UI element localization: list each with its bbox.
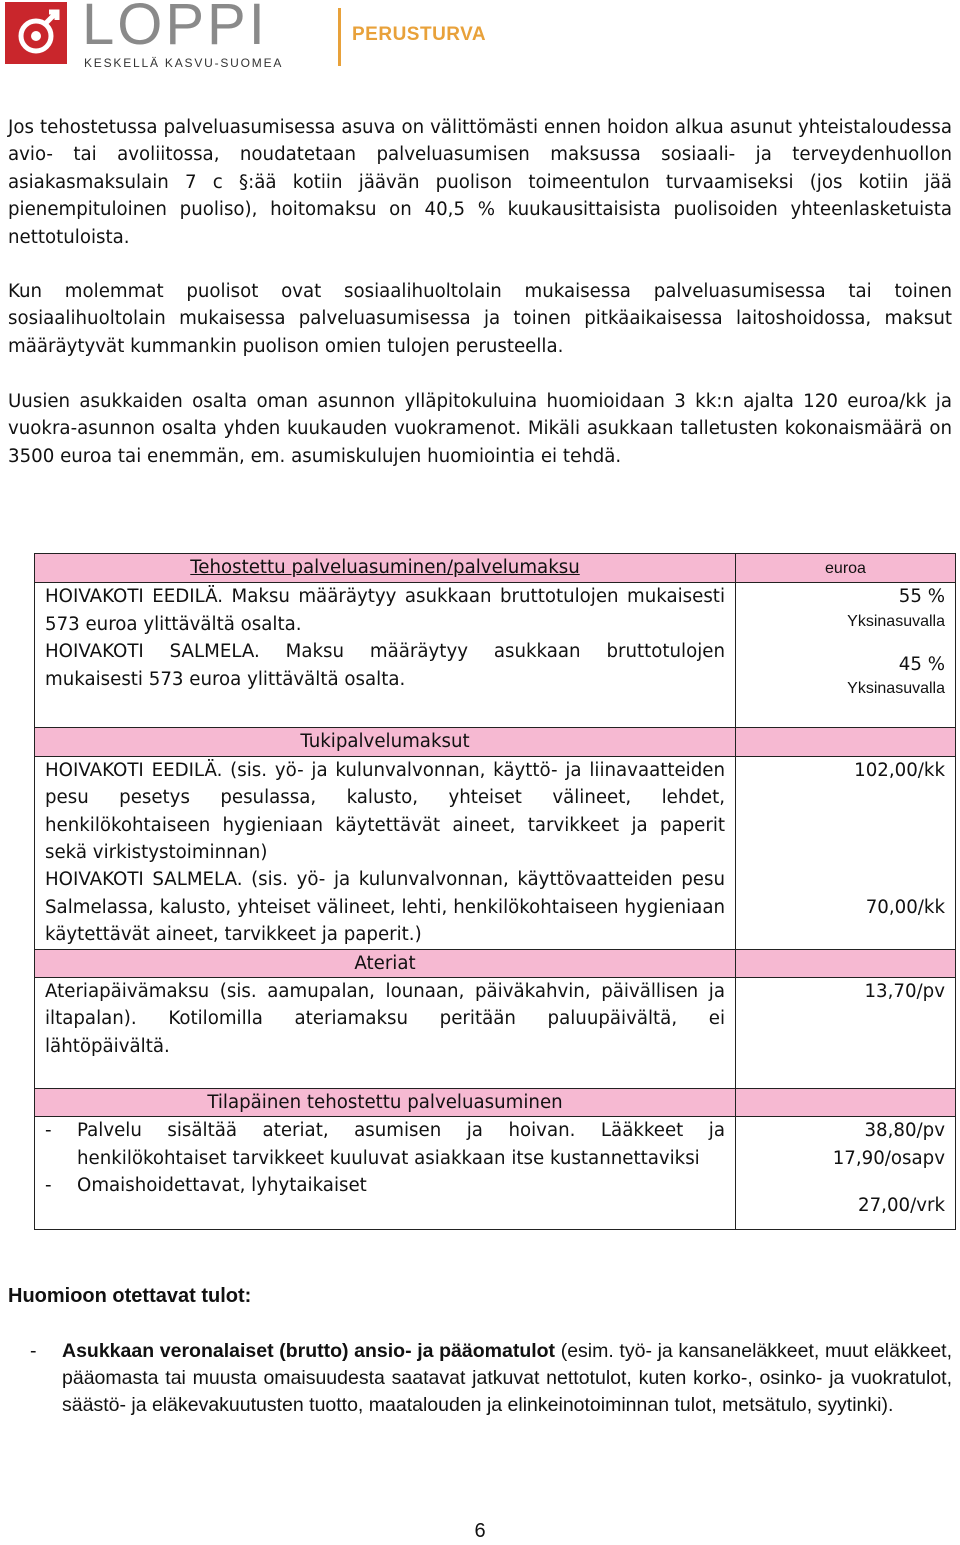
row-text: HOIVAKOTI SALMELA. Maksu määräytyy asukkaan bruttotulojen mukaisesti 573 euroa ylittävältä osalta. [45,641,725,690]
header-divider [338,8,341,66]
table-row [35,1117,956,1230]
section-title: PERUSTURVA [352,24,487,45]
logo-title: LOPPI [82,0,268,57]
fee-value: 17,90/osapv [832,1147,945,1169]
table-header-row [35,949,956,977]
section-heading: Tukipalvelumaksut [300,731,470,753]
income-bullet-text: (esim. työ- ja kansaneläkkeet, muut eläkkeet, pääomasta tai muusta omaisuudesta saatavat jatkuvat nettotulot, kuten korko-, osinko- ja vuokratulot, säästö- ja eläkevakuutusten tuotto, maatalouden ja elinkeinotoiminnan tulot, metsätulo, syytinki). [62,1340,952,1416]
section-heading: Tehostettu palveluasuminen/palvelumaksu [190,557,580,578]
table-row [35,756,956,949]
income-heading: Huomioon otettavat tulot: [8,1285,252,1307]
fee-value: 45 % [898,653,945,675]
fee-value: 55 % [898,586,945,608]
table-header-row [35,554,956,583]
fee-value: 102,00/kk [854,759,945,781]
income-bullet: - Asukkaan veronalaiset (brutto) ansio- ja pääomatulot (esim. työ- ja kansaneläkkeet, muut eläkkeet, pääomasta tai muusta omaisuudesta saatavat jatkuvat nettotulot, kuten korko-, osinko- ja vuokratulot, säästö- ja eläkevakuutusten tuotto, maatalouden ja elinkeinotoiminnan tulot, metsätulo, syytinki). [30,1340,952,1416]
logo-subtitle: KESKELLÄ KASVU-SUOMEA [84,56,284,70]
table-header-row [35,728,956,756]
row-text: HOIVAKOTI EEDILÄ. Maksu määräytyy asukkaan bruttotulojen mukaisesti 573 euroa ylittävältä osalta. [45,586,725,635]
fee-note: Yksinasuvalla [847,612,945,630]
fee-value: 38,80/pv [864,1120,945,1142]
income-bullet-bold: Asukkaan veronalaiset (brutto) ansio- ja pääomatulot [62,1340,556,1362]
table-header-row [35,1089,956,1117]
service-list [45,1117,725,1199]
row-text: HOIVAKOTI EEDILÄ. (sis. yö- ja kulunvalvonnan, käyttö- ja liinavaatteiden pesu pesetys pesulassa, kalusto, yhteiset välineet, lehdet, henkilökohtaiseen hygieniaan käytettävät aineet, tarvikkeet ja paperit sekä virkistystoiminnan) [45,759,725,864]
paragraph-spouse-fee: Jos tehostetussa palveluasumisessa asuva on välittömästi ennen hoidon alkua asunut yhteistaloudessa avio- tai avoliitossa, noudatetaan palveluasumisen maksussa sosiaali- ja terveydenhuollon asiakasmaksulain 7 c §:ää kotiin jäävän puolison toimeentulon turvaamiseksi (jos kotiin jää pienempituloinen puoliso), hoitomaksu on 40,5 % kuukausittaisista puolisoiden yhteenlasketuista nettotuloista. [8,117,952,248]
fee-value: 27,00/vrk [858,1195,945,1217]
fee-value: 70,00/kk [865,897,945,919]
fee-table [34,553,956,1230]
list-item: - Palvelu sisältää ateriat, asumisen ja hoivan. Lääkkeet ja henkilökohtaiset tarvikkeet kuuluvat asiakkaan itse kustannettaviksi [45,1117,725,1172]
section-heading: Ateriat [354,952,416,974]
table-row [35,583,956,728]
fee-value: 13,70/pv [864,981,945,1003]
fee-note: Yksinasuvalla [847,680,945,698]
list-item: - Omaishoidettavat, lyhytaikaiset [45,1172,725,1199]
row-text: HOIVAKOTI SALMELA. (sis. yö- ja kulunvalvonnan, käyttövaatteiden pesu Salmelassa, kalusto, yhteiset välineet, lehti, henkilökohtaiseen hygieniaan käytettävät aineet, tarvikkeet ja paperit.) [45,869,725,946]
paragraph-new-residents: Uusien asukkaiden osalta oman asunnon ylläpitokuluina huomioidaan 3 kk:n ajalta 120 euroa/kk ja vuokra-asunnon osalta yhden kuukauden vuokramenot. Mikäli asukkaan talletusten kokonaismäärä on 3500 euroa tai enemmän, em. asumiskulujen huomiointia ei tehdä. [8,391,952,467]
unit-heading: euroa [736,554,956,583]
row-text: Ateriapäivämaksu (sis. aamupalan, lounaan, päiväkahvin, päivällisen ja iltapalan). Kotilomilla ateriamaksu peritään paluupäivältä, ei lähtöpäivältä. [45,981,725,1057]
paragraph-both-spouses: Kun molemmat puolisot ovat sosiaalihuoltolain mukaisessa palveluasumisessa tai toinen sosiaalihuoltolain mukaisessa palveluasumisessa ja toinen pitkäaikaisessa laitoshoidossa, maksut määräytyvät kummankin puolison omien tulojen perusteella. [8,281,952,357]
table-row [35,978,956,1089]
section-heading: Tilapäinen tehostettu palveluasuminen [207,1092,563,1114]
page-number: 6 [474,1520,486,1542]
loppi-logo-icon [5,2,67,64]
